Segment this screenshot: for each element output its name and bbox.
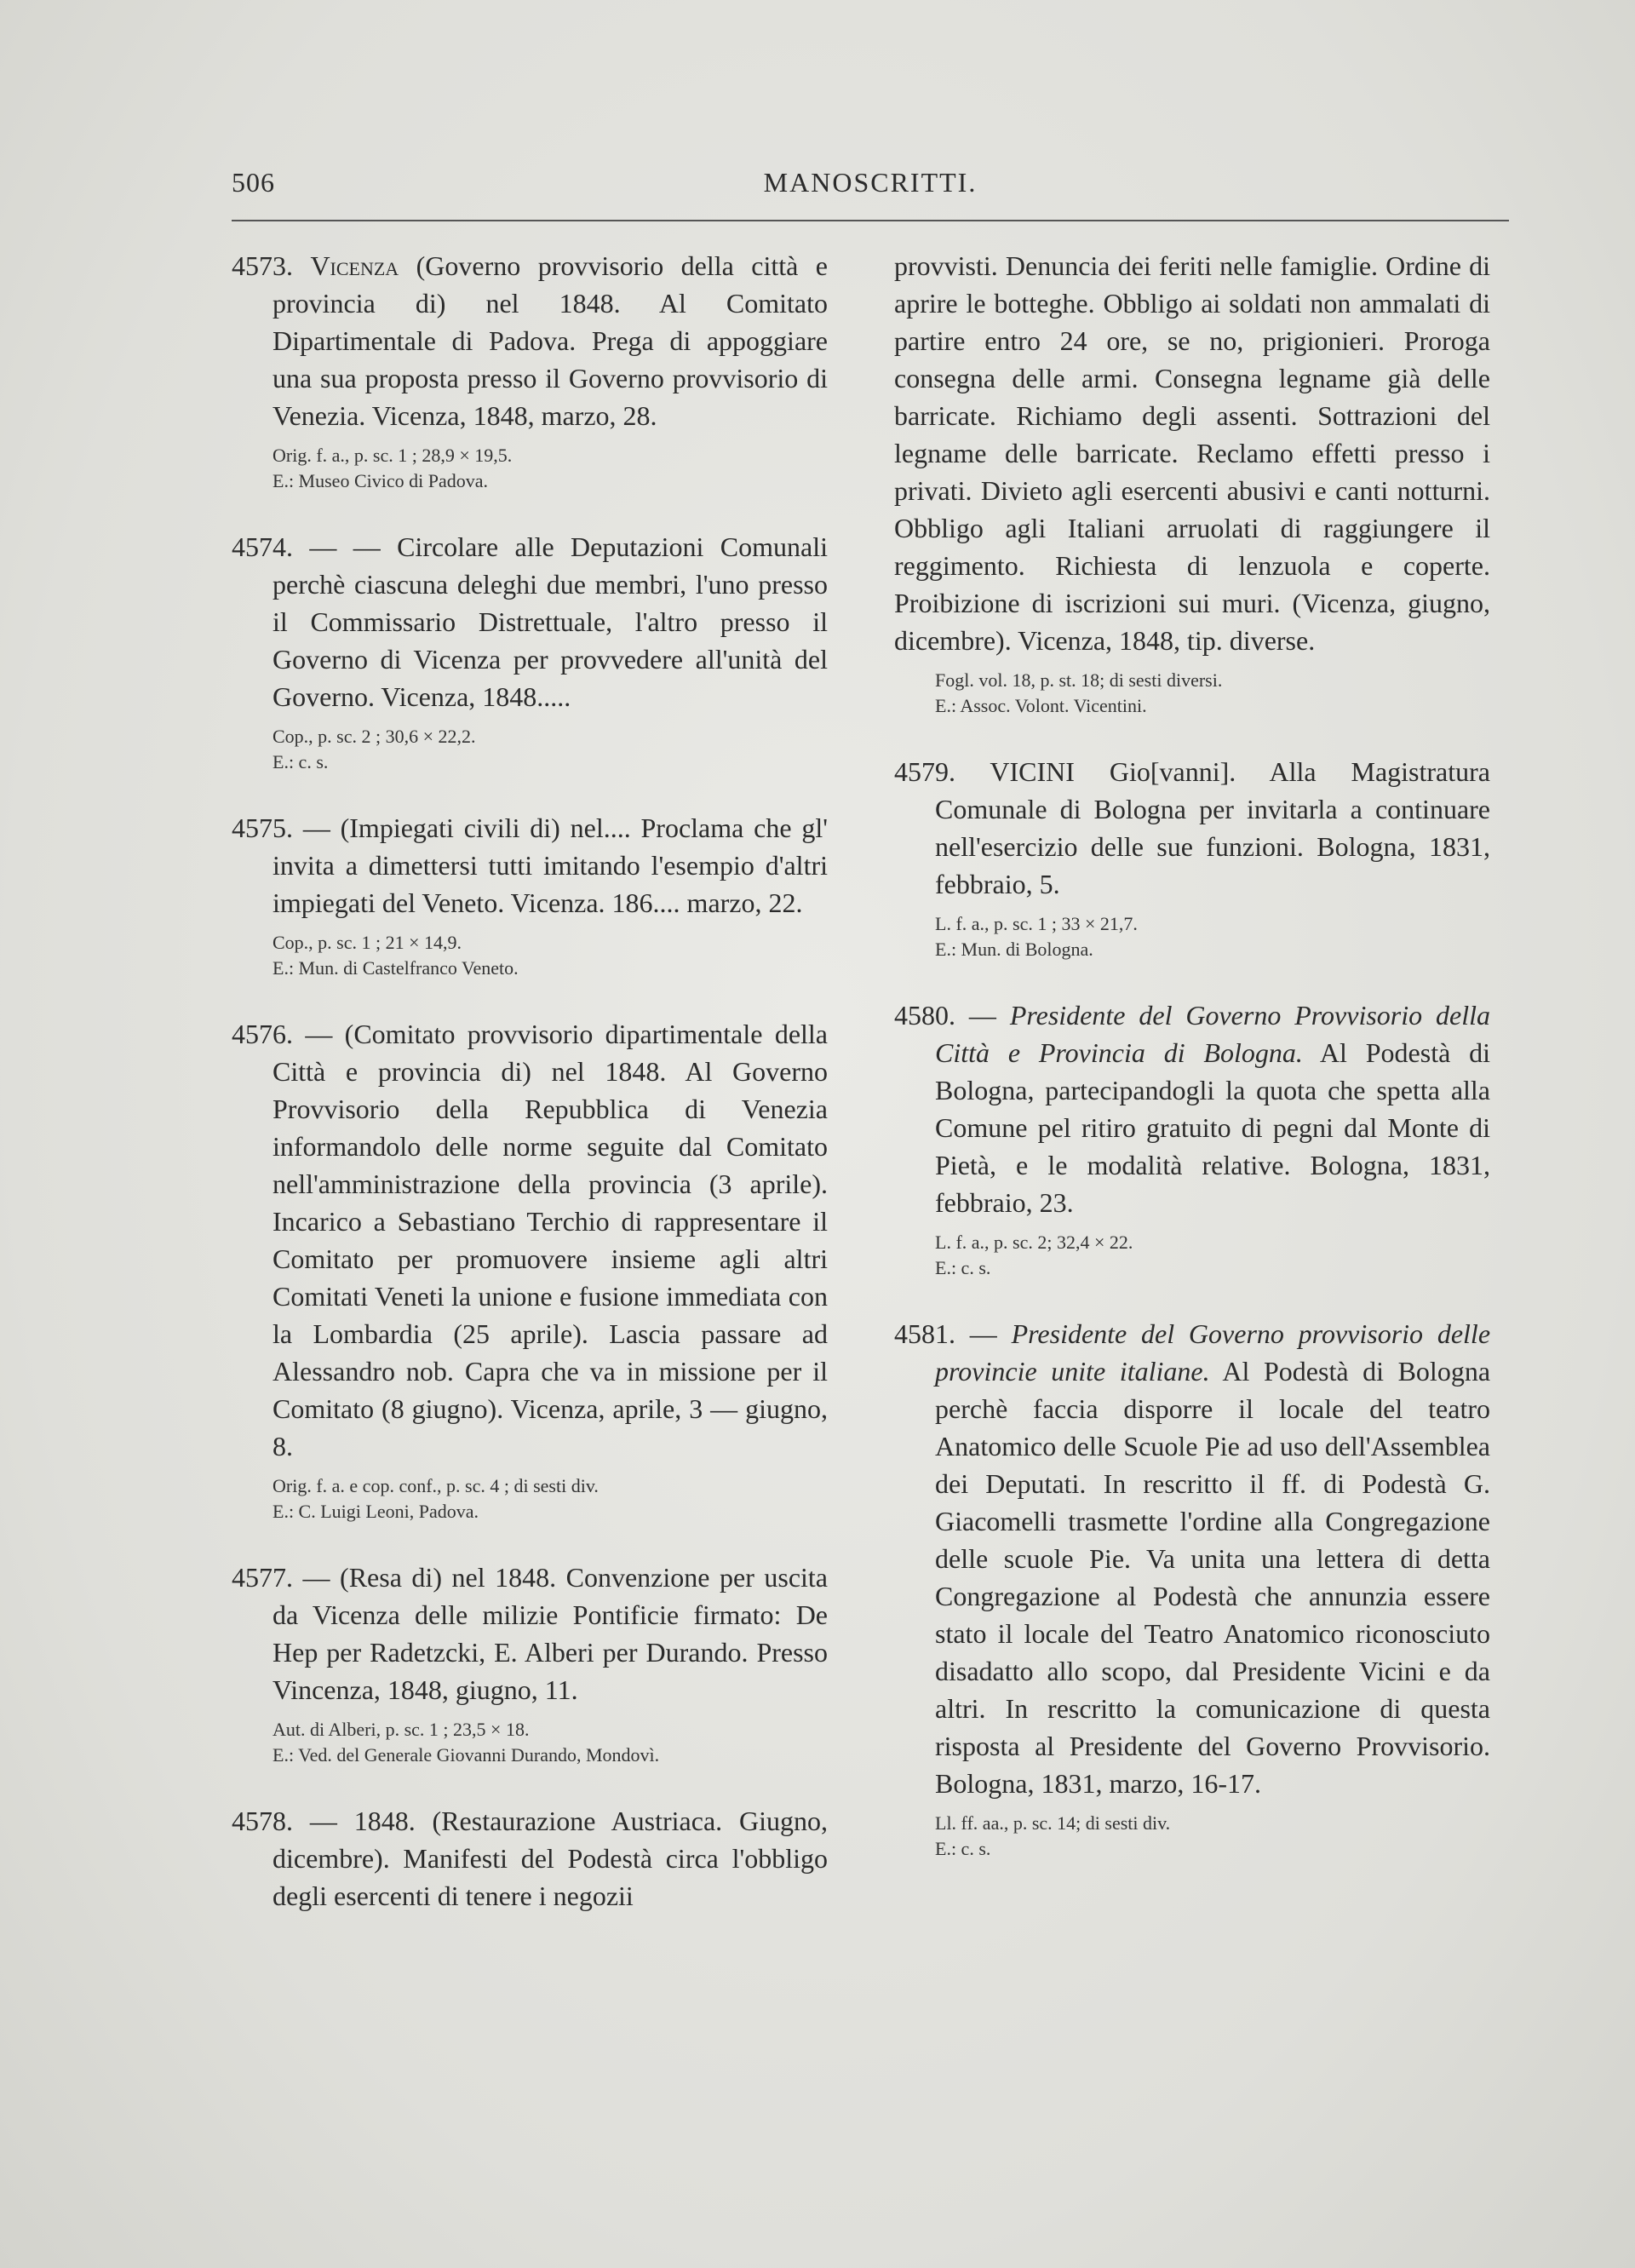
entry-meta-owner: E.: Mun. di Castelfranco Veneto. (272, 957, 519, 979)
entry-number: 4580. (894, 1000, 955, 1031)
page-number: 506 (232, 167, 275, 198)
entry-meta (894, 1811, 1490, 1862)
entry-4581 (894, 1315, 1490, 1862)
entry-meta (894, 668, 1490, 719)
running-title: MANOSCRITTI. (763, 167, 978, 198)
left-column (232, 247, 828, 1949)
entry-body: Al Podestà di Bologna, partecipandogli la quota che spetta alla Comune pel ritiro gratuito di pegni dal Monte di Pietà, e le modalità relative. Bologna, 1831, febbraio, 23. (935, 1037, 1491, 1218)
entry-body: — (Resa di) nel 1848. Convenzione per uscita da Vicenza delle milizie Pontificie firmato: De Hep per Radetzcki, E. Alberi per Durando. Presso Vincenza, 1848, giugno, 11. (272, 1562, 829, 1705)
entry-4579 (894, 753, 1490, 962)
entry-4578-continued (894, 247, 1490, 719)
entry-author: Presidente del Governo provvisorio delle provincie unite italiane. (935, 1318, 1491, 1387)
entry-number: 4579. (894, 756, 955, 787)
entry-meta-owner: E.: c. s. (935, 1838, 991, 1859)
entry-body: (Governo provvisorio della città e provincia di) nel 1848. Al Comitato Dipartimentale di Padova. Prega di appoggiare una sua proposta presso il Governo provvisorio di Venezia. Vicenza, 1848, marzo, 28. (272, 250, 829, 431)
entry-number: 4574. (232, 531, 293, 562)
entry-meta-physical: L. f. a., p. sc. 1 ; 33 × 21,7. (935, 913, 1138, 934)
entry-meta-owner: E.: c. s. (272, 751, 329, 772)
entry-4574 (232, 528, 828, 775)
entry-meta (232, 1473, 828, 1524)
entry-4575 (232, 809, 828, 981)
entry-body: Al Podestà di Bologna perchè faccia disporre il locale del teatro Anatomico delle Scuole Pie ad uso dell'Assemblea dei Deputati. In rescritto il ff. di Podestà G. Giacomelli trasmette l'ordine alla Congregazione delle scuole Pie. Va unita una lettera di detta Congregazione al Podestà che annunzia essere stato il locale del Teatro Anatomico riconosciuto disadatto allo scopo, dal Presidente Vicini e da altri. In rescritto la comunicazione di questa risposta al Presidente del Governo Provvisorio. Bologna, 1831, marzo, 16-17. (935, 1356, 1491, 1799)
entry-number: 4576. (232, 1019, 293, 1049)
entry-number: 4577. (232, 1562, 293, 1593)
right-column (894, 247, 1490, 1896)
entry-meta-owner: E.: Mun. di Bologna. (935, 939, 1093, 960)
page-header (232, 167, 1509, 211)
entry-4580 (894, 996, 1490, 1281)
entry-body: — — Circolare alle Deputazioni Comunali perchè ciascuna deleghi due membri, l'uno presso il Commissario Distrettuale, l'altro presso il Governo di Vicenza per provvedere all'unità del Governo. Vicenza, 1848..... (272, 531, 828, 712)
entry-meta (232, 930, 828, 981)
entry-4578 (232, 1802, 828, 1915)
entry-body: provvisti. Denuncia dei feriti nelle famiglie. Ordine di aprire le botteghe. Obbligo ai soldati non ammalati di partire entro 24 ore, se no, prigionieri. Proroga consegna delle armi. Consegna legname già delle barricate. Richiamo degli assenti. Sottrazioni del legname delle barricate. Reclamo effetti presso i privati. Divieto agli esercenti abusivi e canti notturni. Obbligo agli Italiani arruolati di raggiungere il reggimento. Richiesta di lenzuola e coperte. Proibizione di iscrizioni sui muri. (Vicenza, giugno, dicembre). Vicenza, 1848, tip. diverse. (894, 250, 1490, 656)
entry-meta-physical: Orig. f. a. e cop. conf., p. sc. 4 ; di sesti div. (272, 1475, 599, 1496)
entry-body: — (Comitato provvisorio dipartimentale della Città e provincia di) nel 1848. Al Governo Provvisorio della Repubblica di Venezia informandolo delle norme seguite dal Comitato nell'amministrazione della provincia (3 aprile). Incarico a Sebastiano Terchio di rappresentare il Comitato per promuovere insieme agli altri Comitati Veneti la unione e fusione immediata con la Lombardia (25 aprile). Lascia passare ad Alessandro nob. Capra che va in missione per il Comitato (8 giugno). Vicenza, aprile, 3 — giugno, 8. (272, 1019, 829, 1461)
entry-meta (232, 724, 828, 775)
entry-number: 4573. (232, 250, 293, 281)
entry-number: 4581. (894, 1318, 955, 1349)
entry-meta-owner: E.: Museo Civico di Padova. (272, 470, 488, 491)
entry-meta-owner: E.: C. Luigi Leoni, Padova. (272, 1501, 479, 1522)
entry-meta-physical: Cop., p. sc. 1 ; 21 × 14,9. (272, 932, 462, 953)
entry-meta-physical: Aut. di Alberi, p. sc. 1 ; 23,5 × 18. (272, 1719, 530, 1740)
entry-meta-physical: Fogl. vol. 18, p. st. 18; di sesti diversi. (935, 669, 1223, 691)
header-rule (232, 220, 1509, 221)
entry-meta (232, 443, 828, 494)
entry-meta (894, 911, 1490, 962)
entry-body: VICINI Gio[vanni]. Alla Magistratura Comunale di Bologna per invitarla a continuare nell'esercizio delle sue funzioni. Bologna, 1831, febbraio, 5. (935, 756, 1490, 899)
entry-number: 4578. (232, 1806, 293, 1836)
entry-dash: — (969, 1318, 997, 1349)
entry-meta-physical: L. f. a., p. sc. 2; 32,4 × 22. (935, 1232, 1133, 1253)
entry-number: 4575. (232, 812, 293, 843)
entry-meta-physical: Cop., p. sc. 2 ; 30,6 × 22,2. (272, 726, 476, 747)
entry-meta-physical: Ll. ff. aa., p. sc. 14; di sesti div. (935, 1812, 1171, 1834)
entry-meta-physical: Orig. f. a., p. sc. 1 ; 28,9 × 19,5. (272, 445, 513, 466)
entry-4577 (232, 1559, 828, 1768)
entry-dash: — (968, 1000, 996, 1031)
entry-meta (232, 1717, 828, 1768)
entry-body: — 1848. (Restaurazione Austriaca. Giugno, dicembre). Manifesti del Podestà circa l'obbligo degli esercenti di tenere i negozii (272, 1806, 829, 1911)
entry-meta-owner: E.: Ved. del Generale Giovanni Durando, Mondovì. (272, 1744, 660, 1766)
entry-body: — (Impiegati civili di) nel.... Proclama che gl' invita a dimettersi tutti imitando l'esempio d'altri impiegati del Veneto. Vicenza. 186.... marzo, 22. (272, 812, 829, 918)
entry-author: Presidente del Governo Provvisorio della Città e Provincia di Bologna. (935, 1000, 1491, 1068)
entry-4576 (232, 1015, 828, 1524)
entry-lead: Vicenza (310, 250, 399, 281)
entry-meta-owner: E.: Assoc. Volont. Vicentini. (935, 695, 1147, 716)
entry-meta (894, 1230, 1490, 1281)
entry-meta-owner: E.: c. s. (935, 1257, 991, 1278)
entry-4573 (232, 247, 828, 494)
